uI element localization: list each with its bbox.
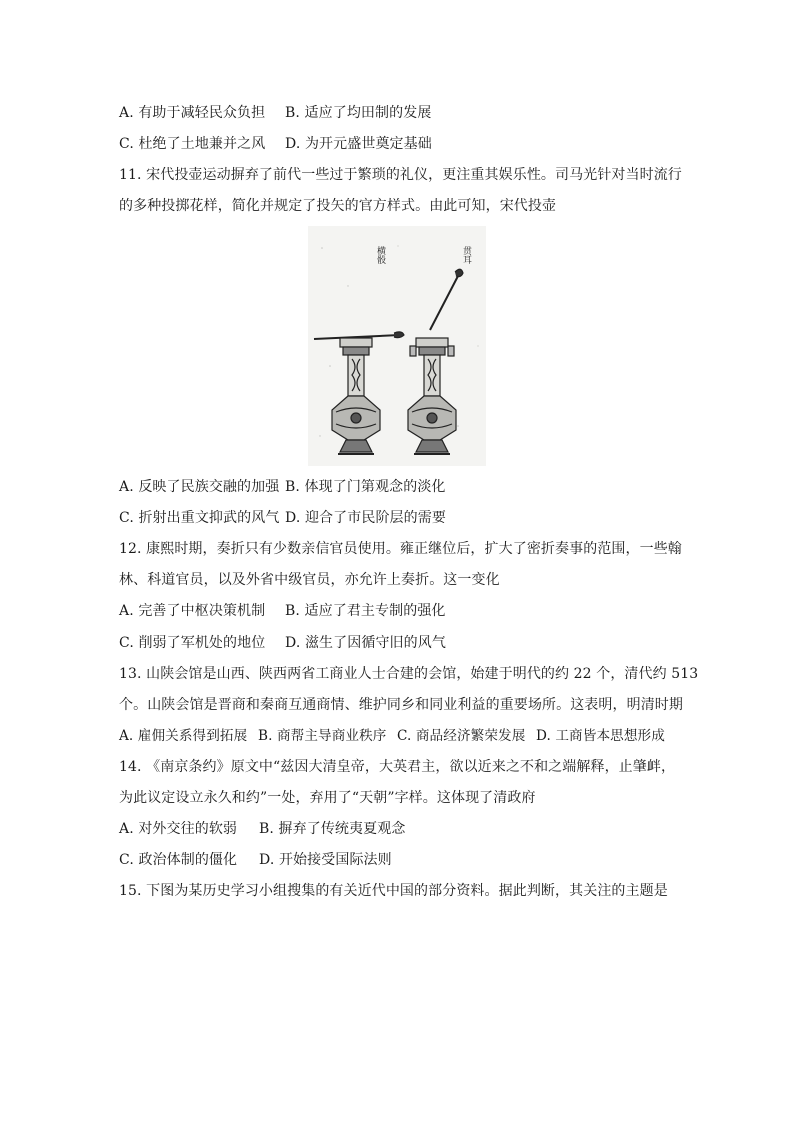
q14-stem-line-2: 为此议定设立永久和约”一处，弃用了“天朝”字样。这体现了清政府 [119,790,536,806]
q14-stem-line-1: 14. 《南京条约》原文中“兹因大清皇帝，大英君主，欲以近来之不和之端解释，止肇衅， [119,759,676,775]
q11-option-a: A. 反映了民族交融的加强 [119,479,280,495]
q11-option-b: B. 体现了门第观念的淡化 [285,479,446,495]
q10-option-a: A. 有助于减轻民众负担 [119,105,266,121]
touhu-illustration [308,226,486,466]
q12-option-b: B. 适应了君主专制的强化 [285,603,446,619]
q13-options-row [119,727,665,745]
q12-option-d: D. 滋生了因循守旧的风气 [285,635,446,651]
q12-options-row-2 [119,634,446,652]
q11-option-d: D. 迎合了市民阶层的需要 [285,510,446,526]
q10-options-row-2 [119,135,432,153]
q13-stem-line-2: 个。山陕会馆是晋商和秦商互通商情、维护同乡和同业利益的重要场所。这表明，明清时期 [119,697,683,713]
q14-option-b: B. 摒弃了传统夷夏观念 [259,821,406,837]
right-vase [408,269,463,454]
q13-option-c: C. 商品经济繁荣发展 [397,728,526,744]
q14-options-row-1 [119,820,405,838]
q11-stem-line-2: 的多种投掷花样，简化并规定了投矢的官方样式。由此可知，宋代投壶 [119,198,557,214]
q11-options-row-2 [119,509,446,527]
figure-label-left: 横骰 [375,246,385,264]
q12-stem-line-2: 林、科道官员，以及外省中级官员，亦允许上奏折。这一变化 [119,572,500,588]
q10-option-d: D. 为开元盛世奠定基础 [285,136,432,152]
q13-stem-line-1: 13. 山陕会馆是山西、陕西两省工商业人士合建的会馆，始建于明代的约 22 个，清代约 513 [119,666,699,682]
q10-option-b: B. 适应了均田制的发展 [285,105,432,121]
q14-option-c: C. 政治体制的僵化 [119,852,238,868]
q12-option-c: C. 削弱了军机处的地位 [119,635,266,651]
q10-option-c: C. 杜绝了土地兼并之风 [119,136,266,152]
left-vase [314,332,404,454]
q10-options-row-1 [119,104,431,122]
q11-touhu-figure [308,226,486,466]
q12-stem-line-1: 12. 康熙时期，奏折只有少数亲信官员使用。雍正继位后，扩大了密折奏事的范围，一些翰 [119,541,682,557]
q14-option-d: D. 开始接受国际法则 [259,852,392,868]
figure-label-right: 贯耳 [461,246,471,264]
q12-options-row-1 [119,602,446,620]
q13-option-d: D. 工商皆本思想形成 [536,728,665,744]
q11-option-c: C. 折射出重文抑武的风气 [119,510,280,526]
q15-stem-line-1: 15. 下图为某历史学习小组搜集的有关近代中国的部分资料。据此判断，其关注的主题是 [119,883,668,899]
q13-option-a: A. 雇佣关系得到拓展 [119,728,248,744]
q14-option-a: A. 对外交往的软弱 [119,821,238,837]
q11-stem-line-1: 11. 宋代投壶运动摒弃了前代一些过于繁琐的礼仪，更注重其娱乐性。司马光针对当时流行 [119,167,682,183]
q14-options-row-2 [119,851,392,869]
q12-option-a: A. 完善了中枢决策机制 [119,603,266,619]
q13-option-b: B. 商帮主导商业秩序 [258,728,387,744]
q11-options-row-1 [119,478,446,496]
